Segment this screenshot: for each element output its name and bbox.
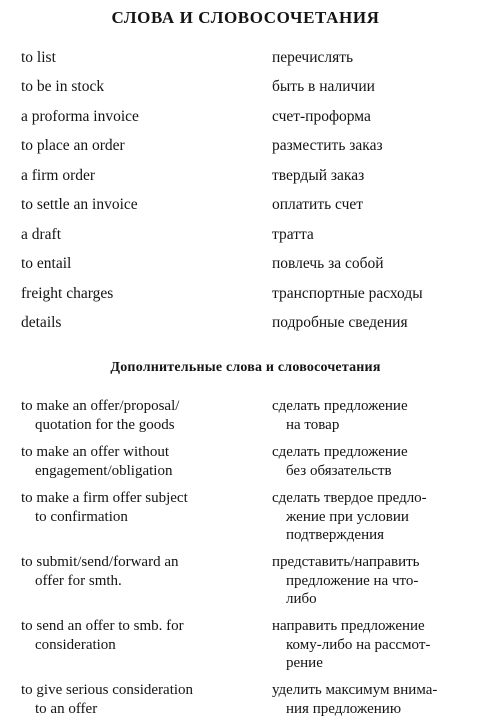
glossary-row	[0, 166, 491, 188]
russian-phrase: направить предложение кому-либо на рассмот- рение	[272, 618, 431, 671]
russian-phrase: представить/направить предложение на что- либо	[272, 554, 420, 607]
english-phrase: to make a firm offer subject to confirmation	[21, 490, 188, 525]
english-phrase: to give serious consideration to an offer	[21, 682, 194, 717]
glossary-row	[0, 195, 491, 217]
russian-translation: повлечь за собой	[272, 255, 384, 272]
glossary-row	[0, 313, 491, 335]
english-phrase: to make an offer without engagement/obligation	[21, 444, 173, 479]
english-term: to entail	[21, 255, 72, 272]
russian-translation: подробные сведения	[272, 314, 408, 331]
russian-phrase: уделить максимум внима- ния предложению	[272, 682, 438, 717]
russian-translation: тратта	[272, 226, 314, 243]
russian-translation: твердый заказ	[272, 167, 365, 184]
russian-translation: перечислять	[272, 49, 354, 66]
english-term: to be in stock	[21, 78, 105, 95]
english-phrase: to send an offer to smb. for consideration	[21, 618, 184, 653]
english-phrase: to submit/send/forward an offer for smth.	[21, 554, 179, 589]
glossary-row	[0, 284, 491, 306]
english-phrase: to make an offer/proposal/ quotation for the goods	[21, 398, 180, 433]
english-term: to list	[21, 49, 56, 66]
russian-phrase: сделать предложение на товар	[272, 398, 408, 433]
russian-translation: транспортные расходы	[272, 285, 423, 302]
glossary-row	[0, 48, 491, 70]
russian-translation: разместить заказ	[272, 137, 383, 154]
english-term: details	[21, 314, 62, 331]
glossary-row	[0, 136, 491, 158]
english-term: freight charges	[21, 285, 114, 302]
russian-phrase: сделать твердое предло- жение при условии подтверждения	[272, 490, 427, 543]
glossary-row	[0, 77, 491, 99]
glossary-row	[0, 254, 491, 276]
russian-translation: оплатить счет	[272, 196, 364, 213]
russian-translation: счет-проформа	[272, 108, 371, 125]
english-term: a draft	[21, 226, 62, 243]
english-term: to place an order	[21, 137, 125, 154]
glossary-row	[0, 107, 491, 129]
section-subtitle: Дополнительные слова и словосочетания	[110, 360, 381, 375]
page-title: СЛОВА И СЛОВОСОЧЕТАНИЯ	[111, 8, 380, 27]
russian-translation: быть в наличии	[272, 78, 375, 95]
english-term: to settle an invoice	[21, 196, 138, 213]
english-term: a proforma invoice	[21, 108, 139, 125]
english-term: a firm order	[21, 167, 96, 184]
russian-phrase: сделать предложение без обязательств	[272, 444, 408, 479]
glossary-row	[0, 225, 491, 247]
